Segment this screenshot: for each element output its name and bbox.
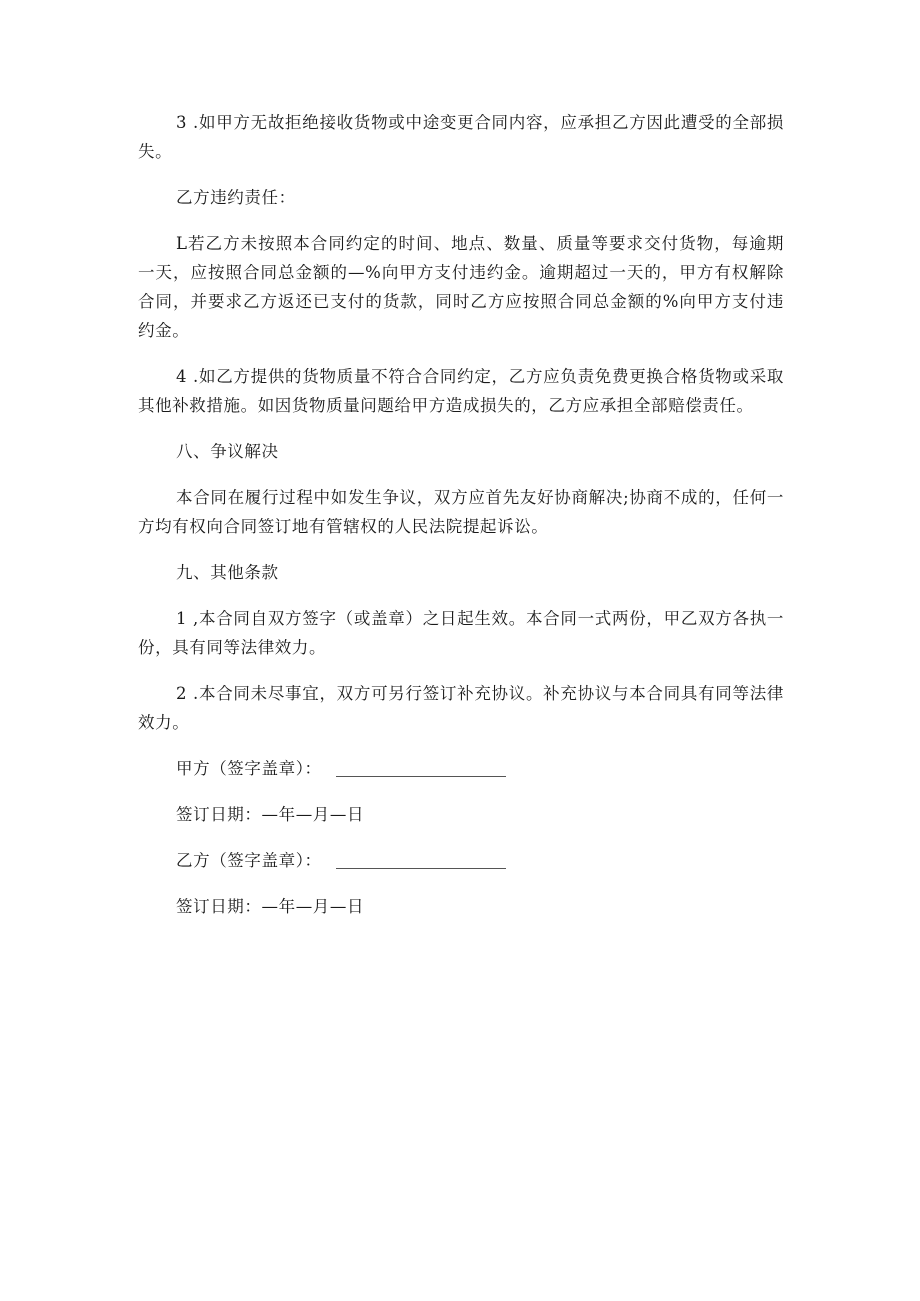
party-b-date-row <box>138 892 784 921</box>
party-a-date-row <box>138 800 784 829</box>
clause-a3: 3 .如甲方无故拒绝接收货物或中途变更合同内容，应承担乙方因此遭受的全部损失。 <box>138 113 784 161</box>
party-a-date-label: 签订日期：—年—月—日 <box>176 805 365 824</box>
party-b-signature-line <box>336 848 506 869</box>
party-b-sign-label: 乙方（签字盖章）： <box>176 851 322 870</box>
party-b-date-label: 签订日期：—年—月—日 <box>176 897 365 916</box>
party-a-signature-line <box>336 756 506 777</box>
section8-heading: 八、争议解决 <box>176 442 279 461</box>
party-a-signature-row <box>138 754 784 783</box>
party-b-signature-row <box>138 846 784 875</box>
clause-b4: 4 .如乙方提供的货物质量不符合合同约定，乙方应负责免费更换合格货物或采取其他补救措施。如因货物质量问题给甲方造成损失的，乙方应承担全部赔偿责任。 <box>138 367 784 415</box>
party-b-breach-heading: 乙方违约责任： <box>176 188 296 207</box>
party-a-sign-label: 甲方（签字盖章）： <box>176 759 322 778</box>
clause-b1: L若乙方未按照本合同约定的时间、地点、数量、质量等要求交付货物，每逾期一天，应按照合同总金额的—%向甲方支付违约金。逾期超过一天的，甲方有权解除合同，并要求乙方返还已支付的货款，同时乙方应按照合同总金额的%向甲方支付违约金。 <box>138 234 784 340</box>
contract-page <box>138 108 784 938</box>
section9-item2: 2 .本合同未尽事宜，双方可另行签订补充协议。补充协议与本合同具有同等法律效力。 <box>138 684 784 732</box>
section9-item1: 1 ,本合同自双方签字（或盖章）之日起生效。本合同一式两份，甲乙双方各执一份，具有同等法律效力。 <box>138 609 784 657</box>
section8-body: 本合同在履行过程中如发生争议，双方应首先友好协商解决;协商不成的，任何一方均有权向合同签订地有管辖权的人民法院提起诉讼。 <box>138 488 784 536</box>
section9-heading: 九、其他条款 <box>176 563 279 582</box>
